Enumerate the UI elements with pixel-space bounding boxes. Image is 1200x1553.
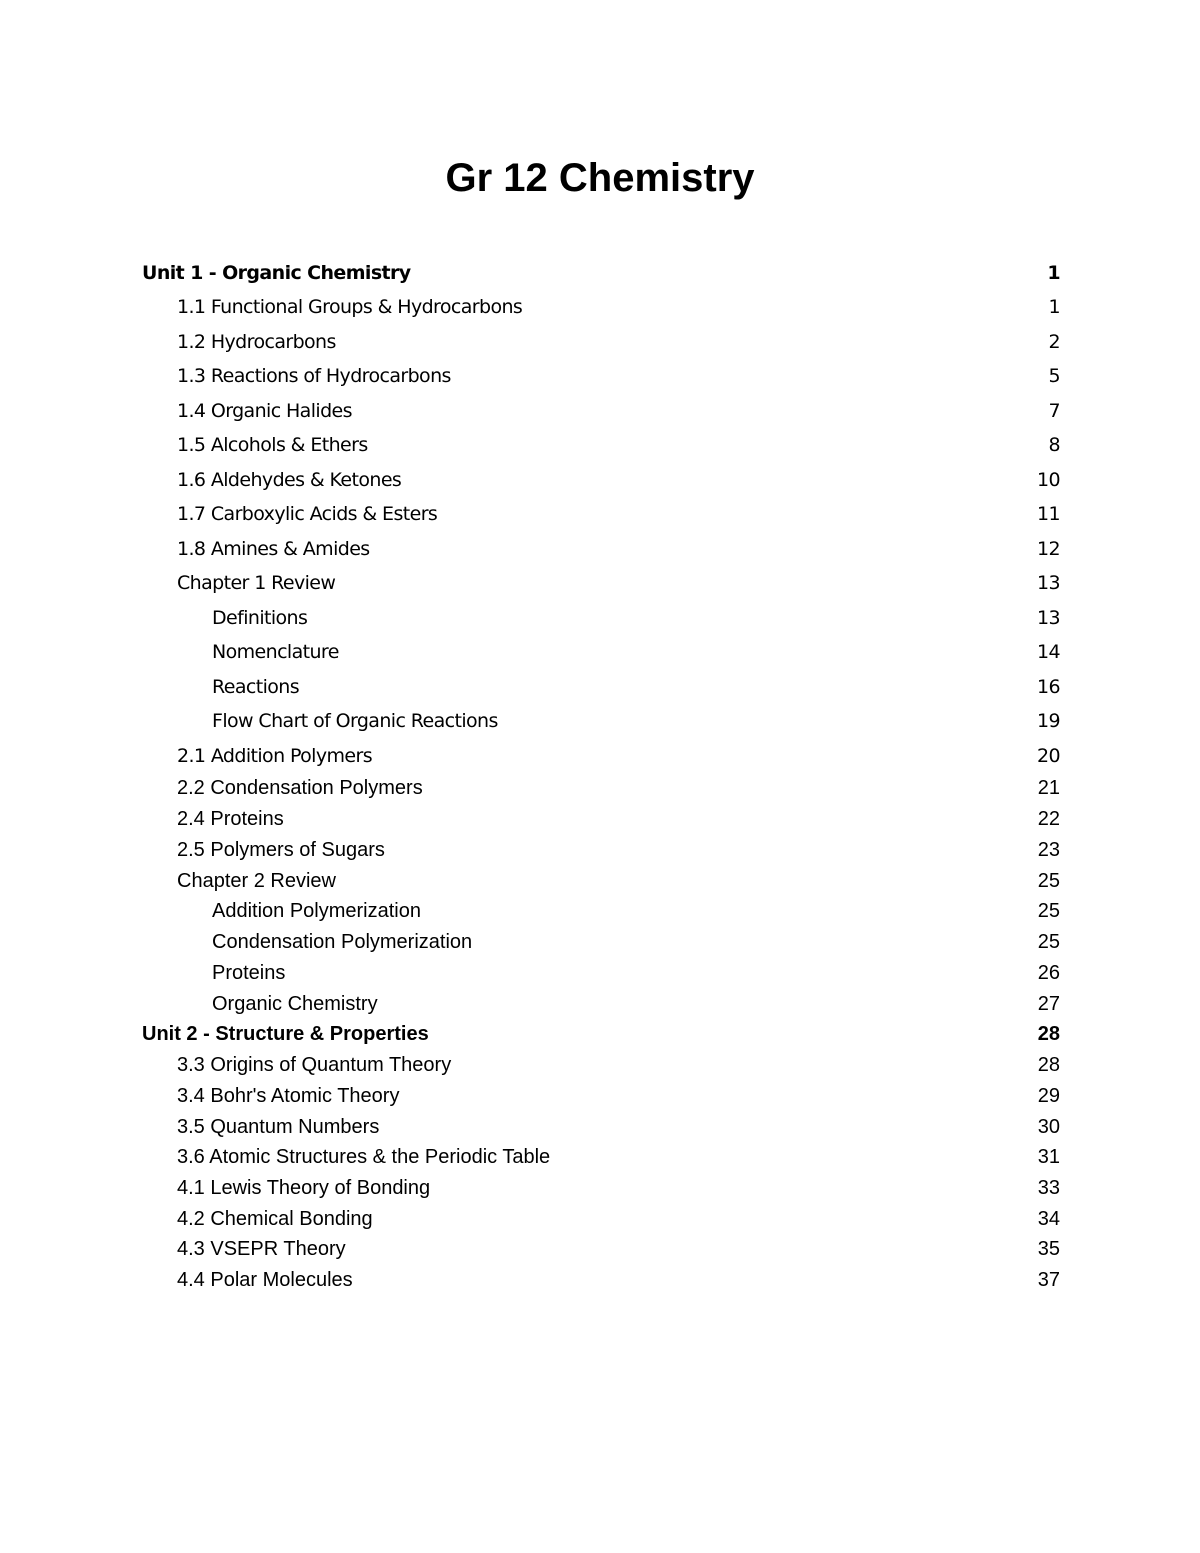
- toc-page-number: 27: [1037, 992, 1060, 1015]
- toc-entry-label: 1.4 Organic Halides: [177, 400, 352, 422]
- toc-entry[interactable]: [142, 534, 1060, 564]
- toc-entry-label: 1.2 Hydrocarbons: [177, 331, 336, 353]
- toc-page-number: 2: [1048, 331, 1060, 353]
- toc-entry[interactable]: [142, 835, 1060, 865]
- toc-page-number: 22: [1037, 807, 1060, 830]
- toc-page-number: 35: [1037, 1237, 1060, 1260]
- toc-entry[interactable]: [142, 1081, 1060, 1111]
- toc-entry[interactable]: [142, 499, 1060, 529]
- toc-entry-label: 2.1 Addition Polymers: [177, 745, 372, 767]
- toc-page-number: 1: [1048, 296, 1060, 318]
- toc-unit-heading[interactable]: [142, 258, 1060, 288]
- toc-entry-label: Flow Chart of Organic Reactions: [212, 710, 498, 732]
- toc-entry[interactable]: [142, 361, 1060, 391]
- toc-page-number: 7: [1048, 400, 1060, 422]
- toc-subentry[interactable]: [142, 672, 1060, 702]
- toc-entry-label: Chapter 1 Review: [177, 572, 336, 594]
- toc-entry-label: 1.8 Amines & Amides: [177, 538, 370, 560]
- toc-entry[interactable]: [142, 1112, 1060, 1142]
- toc-subentry[interactable]: [142, 603, 1060, 633]
- toc-subentry[interactable]: [142, 896, 1060, 926]
- toc-entry[interactable]: [142, 1050, 1060, 1080]
- toc-entry[interactable]: [142, 1204, 1060, 1234]
- toc-page-number: 21: [1037, 776, 1060, 799]
- toc-page-number: 13: [1037, 607, 1060, 629]
- toc-page-number: 20: [1037, 745, 1060, 767]
- toc-entry[interactable]: [142, 430, 1060, 460]
- toc-page-number: 11: [1037, 503, 1060, 525]
- toc-page-number: 29: [1037, 1084, 1060, 1107]
- toc-entry[interactable]: [142, 741, 1060, 771]
- toc-entry-label: 1.6 Aldehydes & Ketones: [177, 469, 402, 491]
- toc-entry-label: Unit 2 - Structure & Properties: [142, 1022, 429, 1045]
- toc-page-number: 33: [1037, 1176, 1060, 1199]
- toc-page-number: 28: [1037, 1022, 1060, 1045]
- toc-entry-label: Nomenclature: [212, 641, 339, 663]
- toc-page-number: 34: [1037, 1207, 1060, 1230]
- toc-page-number: 28: [1037, 1053, 1060, 1076]
- toc-subentry[interactable]: [142, 989, 1060, 1019]
- toc-entry-label: Proteins: [212, 961, 286, 984]
- toc-page-number: 8: [1048, 434, 1060, 456]
- toc-page-number: 16: [1037, 676, 1060, 698]
- toc-entry-label: 4.1 Lewis Theory of Bonding: [177, 1176, 431, 1199]
- toc-page-number: 19: [1037, 710, 1060, 732]
- toc-entry[interactable]: [142, 396, 1060, 426]
- toc-entry[interactable]: [142, 327, 1060, 357]
- toc-entry[interactable]: [142, 1173, 1060, 1203]
- toc-page-number: 13: [1037, 572, 1060, 594]
- toc-entry[interactable]: [142, 292, 1060, 322]
- toc-page-number: 30: [1037, 1115, 1060, 1138]
- toc-entry-label: 3.4 Bohr's Atomic Theory: [177, 1084, 400, 1107]
- toc-page-number: 25: [1037, 930, 1060, 953]
- toc-subentry[interactable]: [142, 927, 1060, 957]
- toc-entry-label: 1.3 Reactions of Hydrocarbons: [177, 365, 451, 387]
- toc-page-number: 5: [1048, 365, 1060, 387]
- toc-entry-label: Addition Polymerization: [212, 899, 421, 922]
- table-of-contents: [142, 0, 1062, 1553]
- toc-entry-label: 3.3 Origins of Quantum Theory: [177, 1053, 452, 1076]
- toc-entry-label: Definitions: [212, 607, 308, 629]
- toc-page-number: 37: [1037, 1268, 1060, 1291]
- toc-entry[interactable]: [142, 773, 1060, 803]
- toc-entry-label: Organic Chemistry: [212, 992, 378, 1015]
- toc-entry-label: Chapter 2 Review: [177, 869, 336, 892]
- toc-entry[interactable]: [142, 1142, 1060, 1172]
- toc-subentry[interactable]: [142, 706, 1060, 736]
- toc-page-number: 31: [1037, 1145, 1060, 1168]
- toc-entry-label: 2.4 Proteins: [177, 807, 284, 830]
- toc-entry-label: Condensation Polymerization: [212, 930, 473, 953]
- toc-entry-label: 3.6 Atomic Structures & the Periodic Table: [177, 1145, 551, 1168]
- toc-entry[interactable]: [142, 568, 1060, 598]
- toc-subentry[interactable]: [142, 637, 1060, 667]
- toc-entry-label: 1.5 Alcohols & Ethers: [177, 434, 368, 456]
- toc-page-number: 25: [1037, 869, 1060, 892]
- toc-entry[interactable]: [142, 804, 1060, 834]
- toc-entry-label: 4.2 Chemical Bonding: [177, 1207, 373, 1230]
- toc-entry[interactable]: [142, 1265, 1060, 1295]
- toc-entry[interactable]: [142, 465, 1060, 495]
- toc-page-number: 10: [1037, 469, 1060, 491]
- toc-entry-label: 2.5 Polymers of Sugars: [177, 838, 385, 861]
- toc-subentry[interactable]: [142, 958, 1060, 988]
- toc-page-number: 14: [1037, 641, 1060, 663]
- toc-entry-label: 2.2 Condensation Polymers: [177, 776, 423, 799]
- toc-entry[interactable]: [142, 866, 1060, 896]
- toc-page-number: 23: [1037, 838, 1060, 861]
- toc-entry-label: Unit 1 - Organic Chemistry: [142, 262, 411, 284]
- toc-entry-label: 1.1 Functional Groups & Hydrocarbons: [177, 296, 523, 318]
- toc-entry[interactable]: [142, 1234, 1060, 1264]
- toc-entry-label: 3.5 Quantum Numbers: [177, 1115, 380, 1138]
- toc-entry-label: 4.4 Polar Molecules: [177, 1268, 353, 1291]
- toc-page-number: 1: [1047, 262, 1060, 284]
- page-title: Gr 12 Chemistry: [445, 156, 755, 200]
- toc-entry-label: 4.3 VSEPR Theory: [177, 1237, 346, 1260]
- toc-entry-label: Reactions: [212, 676, 300, 698]
- toc-unit-heading[interactable]: [142, 1019, 1060, 1049]
- toc-page-number: 26: [1037, 961, 1060, 984]
- toc-entry-label: 1.7 Carboxylic Acids & Esters: [177, 503, 438, 525]
- toc-page-number: 12: [1037, 538, 1060, 560]
- toc-page-number: 25: [1037, 899, 1060, 922]
